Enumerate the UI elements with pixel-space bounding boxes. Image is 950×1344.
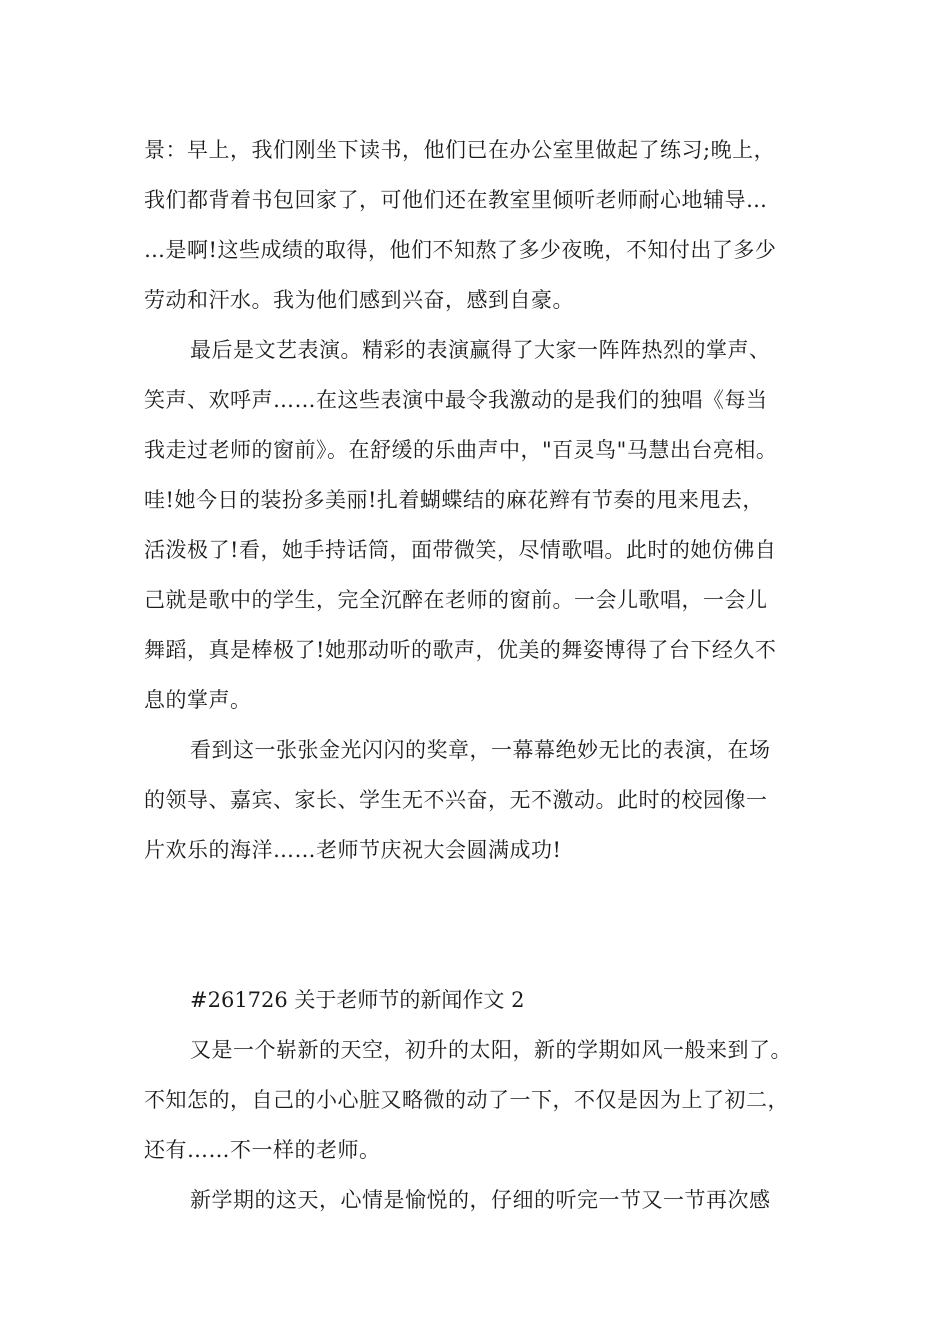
text-line: 活泼极了!看，她手持话筒，面带微笑，尽情歌唱。此时的她仿佛自 <box>144 538 777 562</box>
text-line: 不知怎的，自己的小心脏又略微的动了一下，不仅是因为上了初二， <box>144 1088 789 1112</box>
text-line: 看到这一张张金光闪闪的奖章，一幕幕绝妙无比的表演，在场 <box>190 738 771 762</box>
text-line: 最后是文艺表演。精彩的表演赢得了大家一阵阵热烈的掌声、 <box>190 338 771 362</box>
text-line: 还有……不一样的老师。 <box>144 1138 381 1162</box>
text-line: 景：早上，我们刚坐下读书，他们已在办公室里做起了练习;晚上， <box>144 138 776 162</box>
article-heading: #261726 关于老师节的新闻作文 2 <box>190 988 525 1012</box>
text-line: 笑声、欢呼声……在这些表演中最令我激动的是我们的独唱《每当 <box>144 388 768 412</box>
text-line: 的领导、嘉宾、家长、学生无不兴奋，无不激动。此时的校园像一 <box>144 788 768 812</box>
text-line: 我们都背着书包回家了，可他们还在教室里倾听老师耐心地辅导… <box>144 188 768 212</box>
text-line: 劳动和汗水。我为他们感到兴奋，感到自豪。 <box>144 288 574 312</box>
text-line: 我走过老师的窗前》。在舒缓的乐曲声中，"百灵鸟"马慧出台亮相。 <box>144 438 778 462</box>
text-line: 己就是歌中的学生，完全沉醉在老师的窗前。一会儿歌唱，一会儿 <box>144 588 768 612</box>
text-line: 又是一个崭新的天空，初升的太阳，新的学期如风一般来到了。 <box>190 1038 792 1062</box>
text-line: 新学期的这天，心情是愉悦的，仔细的听完一节又一节再次感 <box>190 1188 771 1212</box>
text-line: 舞蹈，真是棒极了!她那动听的歌声，优美的舞姿博得了台下经久不 <box>144 638 777 662</box>
text-line: …是啊!这些成绩的取得，他们不知熬了多少夜晚，不知付出了多少 <box>144 238 777 262</box>
text-line: 哇!她今日的装扮多美丽!扎着蝴蝶结的麻花辫有节奏的甩来甩去， <box>144 488 764 512</box>
text-line: 片欢乐的海洋……老师节庆祝大会圆满成功! <box>144 838 562 862</box>
text-line: 息的掌声。 <box>144 688 252 712</box>
